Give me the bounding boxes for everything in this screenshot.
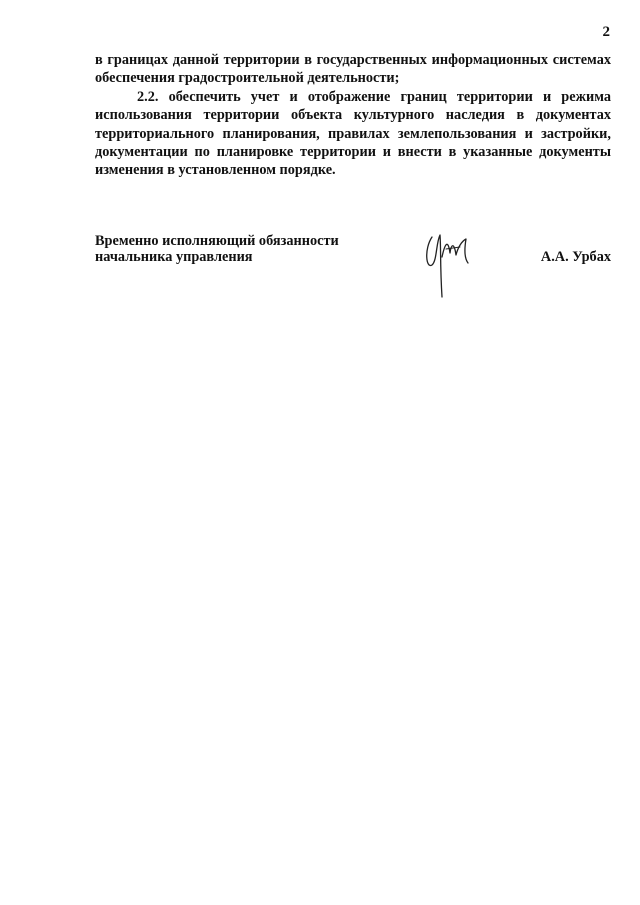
signer-position — [95, 233, 375, 265]
signature-block — [95, 233, 611, 313]
paragraph-item-2-2: 2.2. обеспечить учет и отображение границ территории и режима использования территории объекта культурного наследия в документах территориального планирования, правилах землепользования и застройки, документации по планировке территории и внести в указанные документы изменения в установленном порядке. — [95, 88, 611, 179]
paragraph-continuation: в границах данной территории в государственных информационных системах обеспечения градостроительной деятельности; — [95, 52, 611, 87]
signer-position-line-2: начальника управления — [95, 249, 253, 265]
signer-position-line-1: Временно исполняющий обязанности — [95, 233, 339, 249]
signer-name: А.А. Урбах — [540, 249, 611, 265]
document-body — [95, 51, 611, 180]
page-number: 2 — [602, 24, 610, 40]
handwritten-signature-icon — [420, 225, 480, 299]
